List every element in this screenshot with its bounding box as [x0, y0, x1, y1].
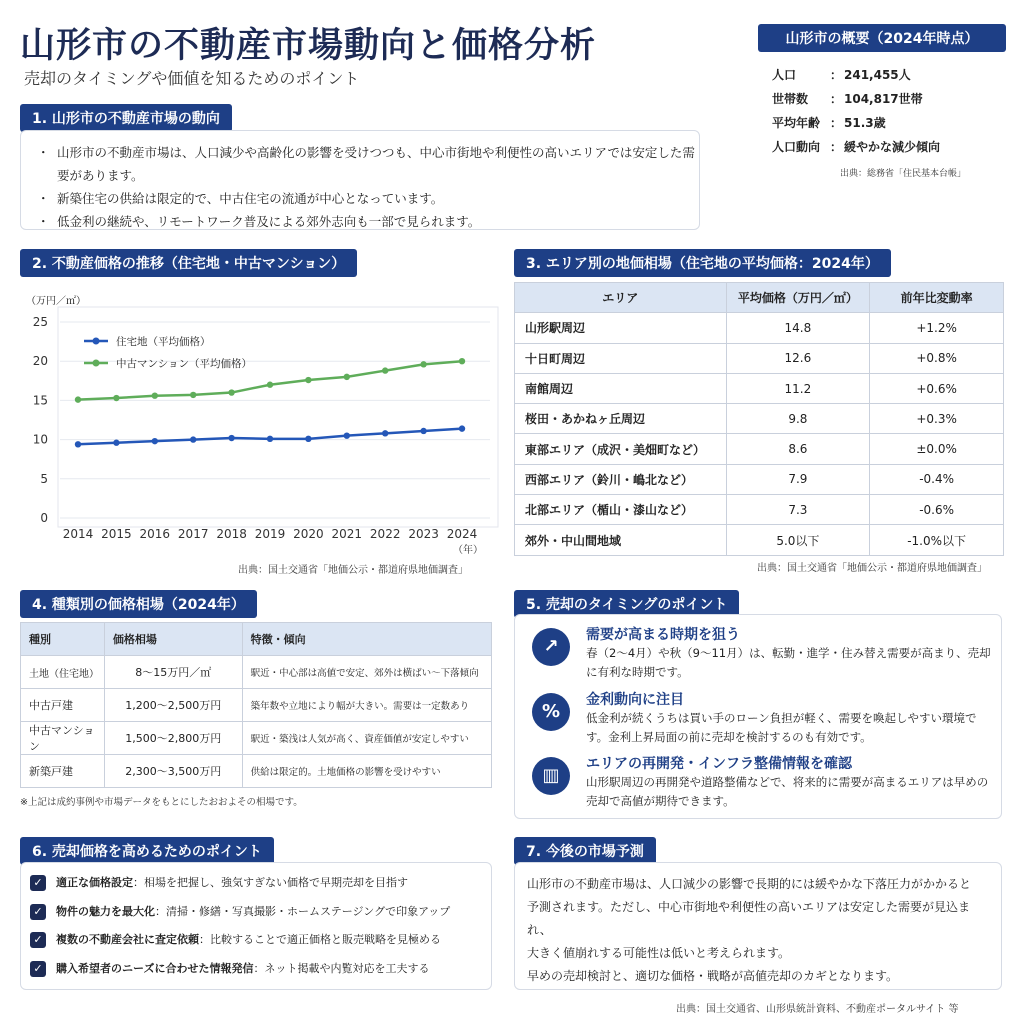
x-tick-label: 2015	[101, 527, 132, 541]
section5-heading: 5. 売却のタイミングのポイント	[514, 590, 739, 618]
overview-row	[772, 90, 923, 107]
overview-colon: ：	[830, 68, 843, 82]
table-cell: 北部エリア（楯山・漆山など）	[515, 495, 727, 525]
price-tip-item	[30, 874, 408, 891]
table-cell: 中古マンション	[21, 722, 105, 755]
table-row	[21, 656, 492, 689]
data-point-1	[113, 440, 119, 446]
table-row	[515, 373, 1004, 403]
building-icon: ▥	[532, 757, 570, 795]
x-tick-label: 2024	[446, 527, 478, 541]
table-cell: ±0.0%	[870, 434, 1004, 464]
overview-row	[772, 66, 911, 83]
table-cell: 中古戸建	[21, 689, 105, 722]
data-point-1	[75, 441, 81, 447]
section3-heading: 3. エリア別の地価相場（住宅地の平均価格：2024年）	[514, 249, 891, 277]
data-point-1	[228, 435, 234, 441]
table-cell: 12.6	[726, 343, 870, 373]
table-header: 価格相場	[104, 623, 242, 656]
x-tick-label: 2016	[139, 527, 171, 541]
table-cell: -0.4%	[870, 464, 1004, 494]
timing-item-body: 春（2〜4月）や秋（9〜11月）は、転勤・進学・住み替え需要が高まり、売却に有利な時期です。	[586, 646, 991, 679]
forecast-card	[514, 862, 1002, 990]
legend-marker-2	[93, 360, 100, 367]
price-tip-item	[30, 931, 441, 948]
table-cell: 山形駅周辺	[515, 313, 727, 343]
section4-heading: 4. 種類別の価格相場（2024年）	[20, 590, 257, 618]
type-price-table-wrap	[20, 622, 492, 788]
data-point-1	[344, 432, 350, 438]
overview-colon: ：	[830, 92, 843, 106]
table-row	[21, 755, 492, 788]
table-row	[515, 313, 1004, 343]
table-cell: 十日町周辺	[515, 343, 727, 373]
table-cell: 駅近・築浅は人気が高く、資産価値が安定しやすい	[242, 722, 491, 755]
page-subtitle: 売却のタイミングや価値を知るためのポイント	[24, 69, 360, 88]
timing-item-title: エリアの再開発・インフラ整備情報を確認	[586, 756, 852, 772]
overview-colon: ：	[830, 140, 843, 154]
table-header: 種別	[21, 623, 105, 656]
section3-source: 出典：国土交通省「地価公示・都道府県地価調査」	[757, 563, 987, 574]
table-cell: 1,200〜2,500万円	[104, 689, 242, 722]
table-cell: 14.8	[726, 313, 870, 343]
x-tick-label: 2017	[177, 527, 209, 541]
table-row	[21, 689, 492, 722]
x-tick-label: 2022	[369, 527, 401, 541]
section2-heading: 2. 不動産価格の推移（住宅地・中古マンション）	[20, 249, 357, 277]
data-point-1	[459, 425, 465, 431]
table-row	[515, 495, 1004, 525]
overview-value: 51.3歳	[844, 116, 886, 130]
overview-value: 104,817世帯	[844, 92, 923, 106]
market-trend-bullet: ・ 山形市の不動産市場は、人口減少や高齢化の影響を受けつつも、中心市街地や利便性の高いエリアでは安定した需要があります。	[47, 141, 699, 187]
legend-label-1: 住宅地（平均価格）	[116, 336, 211, 348]
market-trend-bullet: ・ 新築住宅の供給は限定的で、中古住宅の流通が中心となっています。	[47, 187, 699, 210]
data-point-2	[152, 392, 158, 398]
x-tick-label: 2023	[408, 527, 439, 541]
data-point-1	[420, 428, 426, 434]
chart-up-icon: ↗	[532, 628, 570, 666]
x-tick-label: 2018	[216, 527, 247, 541]
x-tick-label: 2021	[331, 527, 363, 541]
table-cell: 新築戸建	[21, 755, 105, 788]
table-row	[515, 525, 1004, 555]
data-point-2	[113, 395, 119, 401]
price-tip-title: 複数の不動産会社に査定依頼	[56, 933, 199, 946]
data-point-2	[267, 382, 273, 388]
section2-source: 出典：国土交通省「地価公示・都道府県地価調査」	[238, 565, 468, 576]
table-cell: 築年数や立地により幅が大きい。需要は一定数あり	[242, 689, 491, 722]
data-point-1	[305, 436, 311, 442]
x-axis-unit: （年）	[453, 545, 483, 556]
data-point-1	[382, 430, 388, 436]
overview-key: 平均年齢	[772, 116, 821, 130]
table-cell: 1,500〜2,800万円	[104, 722, 242, 755]
price-tip-text: ：ネット掲載や内覧対応を工夫する	[253, 961, 430, 975]
price-trend-chart	[20, 305, 500, 560]
table-row	[515, 404, 1004, 434]
data-point-2	[420, 361, 426, 367]
table-row	[515, 464, 1004, 494]
y-tick-label: 5	[40, 471, 48, 486]
overview-source: 出典：総務省「住民基本台帳」	[840, 169, 967, 179]
timing-item-body: 低金利が続くうちは買い手のローン負担が軽く、需要を喚起しやすい環境です。金利上昇局面の前に売却を検討するのも有効です。	[586, 711, 977, 744]
y-tick-label: 10	[32, 432, 48, 447]
x-tick-label: 2019	[254, 527, 286, 541]
table-cell: 5.0以下	[726, 525, 870, 555]
table-header: 特徴・傾向	[242, 623, 491, 656]
table-header: 平均価格（万円／㎡）	[726, 283, 870, 313]
data-point-1	[190, 436, 196, 442]
price-tip-text: ：清掃・修繕・写真撮影・ホームステージングで印象アップ	[155, 904, 451, 918]
area-price-table	[514, 282, 1004, 556]
data-point-2	[190, 392, 196, 398]
legend-marker-1	[93, 338, 100, 345]
table-cell: -1.0%以下	[870, 525, 1004, 555]
table-cell: 8.6	[726, 434, 870, 464]
page-title: 山形市の不動産市場動向と価格分析	[20, 26, 597, 66]
overview-value: 241,455人	[844, 68, 911, 82]
section6-heading: 6. 売却価格を高めるためのポイント	[20, 837, 274, 865]
forecast-line: 予測されます。ただし、中心市街地や利便性の高いエリアは安定した需要が見込まれ、	[527, 900, 971, 937]
check-icon: ✓	[30, 961, 46, 977]
section1-heading: 1. 山形市の不動産市場の動向	[20, 104, 232, 132]
timing-item-title: 金利動向に注目	[586, 692, 684, 708]
table-cell: 南館周辺	[515, 373, 727, 403]
table-cell: 2,300〜3,500万円	[104, 755, 242, 788]
data-point-1	[267, 436, 273, 442]
overview-colon: ：	[830, 116, 843, 130]
type-price-table	[20, 622, 492, 788]
section4-note: ※上記は成約事例や市場データをもとにしたおおよその相場です。	[20, 797, 303, 808]
x-tick-label: 2020	[293, 527, 324, 541]
table-row	[515, 434, 1004, 464]
data-point-2	[228, 389, 234, 395]
section7-heading: 7. 今後の市場予測	[514, 837, 656, 865]
overview-row	[772, 114, 886, 131]
table-cell: 9.8	[726, 404, 870, 434]
table-cell: 東部エリア（成沢・美畑町など）	[515, 434, 727, 464]
market-trend-bullet: ・ 低金利の継続や、リモートワーク普及による郊外志向も一部で見られます。	[47, 210, 699, 233]
price-tip-title: 物件の魅力を最大化	[56, 904, 155, 918]
table-header: エリア	[515, 283, 727, 313]
check-icon: ✓	[30, 875, 46, 891]
overview-key: 世帯数	[772, 92, 809, 106]
table-cell: -0.6%	[870, 495, 1004, 525]
price-tip-text: ：比較することで適正価格と販売戦略を見極める	[199, 933, 441, 946]
y-tick-label: 0	[40, 511, 48, 525]
table-cell: 7.9	[726, 464, 870, 494]
check-icon: ✓	[30, 904, 46, 920]
table-cell: 8〜15万円／㎡	[104, 656, 242, 689]
y-tick-label: 25	[32, 315, 48, 329]
y-tick-label: 20	[32, 354, 48, 369]
table-cell: 土地（住宅地）	[21, 656, 105, 689]
price-tip-item	[30, 960, 429, 977]
data-point-2	[459, 358, 465, 364]
table-cell: 西部エリア（鈴川・嶋北など）	[515, 464, 727, 494]
table-cell: 供給は限定的。土地価格の影響を受けやすい	[242, 755, 491, 788]
percent-icon: %	[532, 693, 570, 731]
table-row	[515, 343, 1004, 373]
data-point-2	[75, 396, 81, 402]
table-cell: +0.6%	[870, 373, 1004, 403]
data-point-1	[152, 438, 158, 444]
data-point-2	[382, 367, 388, 373]
price-tip-title: 購入希望者のニーズに合わせた情報発信	[56, 961, 254, 975]
data-point-2	[344, 374, 350, 380]
table-cell: +1.2%	[870, 313, 1004, 343]
timing-item-body: 山形駅周辺の再開発や道路整備などで、将来的に需要が高まるエリアは早めの売却で高値が期待できます。	[586, 775, 989, 808]
table-cell: 7.3	[726, 495, 870, 525]
x-tick-label: 2014	[62, 527, 94, 541]
table-cell: 11.2	[726, 373, 870, 403]
forecast-line: 大きく値崩れする可能性は低いと考えられます。	[527, 946, 791, 960]
table-cell: +0.3%	[870, 404, 1004, 434]
overview-heading: 山形市の概要（2024年時点）	[758, 24, 1006, 52]
overview-value: 緩やかな減少傾向	[844, 140, 941, 154]
table-cell: 郊外・中山間地域	[515, 525, 727, 555]
price-tip-text: ：相場を把握し、強気すぎない価格で早期売却を目指す	[133, 876, 408, 889]
check-icon: ✓	[30, 932, 46, 948]
data-point-2	[305, 377, 311, 383]
table-row	[21, 722, 492, 755]
table-cell: +0.8%	[870, 343, 1004, 373]
table-header: 前年比変動率	[870, 283, 1004, 313]
overview-row	[772, 138, 940, 155]
y-tick-label: 15	[32, 393, 48, 408]
timing-item-title: 需要が高まる時期を狙う	[586, 627, 740, 643]
forecast-line: 山形市の不動産市場は、人口減少の影響で長期的には緩やかな下落圧力がかかると	[527, 877, 972, 891]
price-tip-title: 適正な価格設定	[56, 876, 133, 889]
area-price-table-wrap	[514, 282, 1004, 556]
overview-key: 人口	[772, 68, 797, 82]
footer-source: 出典：国土交通省、山形県統計資料、不動産ポータルサイト 等	[676, 1004, 959, 1015]
forecast-line: 早めの売却検討と、適切な価格・戦略が高値売却のカギとなります。	[527, 969, 899, 983]
legend-label-2: 中古マンション（平均価格）	[116, 358, 253, 370]
overview-key: 人口動向	[772, 140, 821, 154]
market-trend-list	[20, 130, 700, 230]
table-cell: 駅近・中心部は高値で安定、郊外は横ばい〜下落傾向	[242, 656, 491, 689]
chart-unit-label: （万円／㎡）	[26, 296, 86, 307]
table-cell: 桜田・あかねヶ丘周辺	[515, 404, 727, 434]
price-tip-item	[30, 903, 450, 920]
